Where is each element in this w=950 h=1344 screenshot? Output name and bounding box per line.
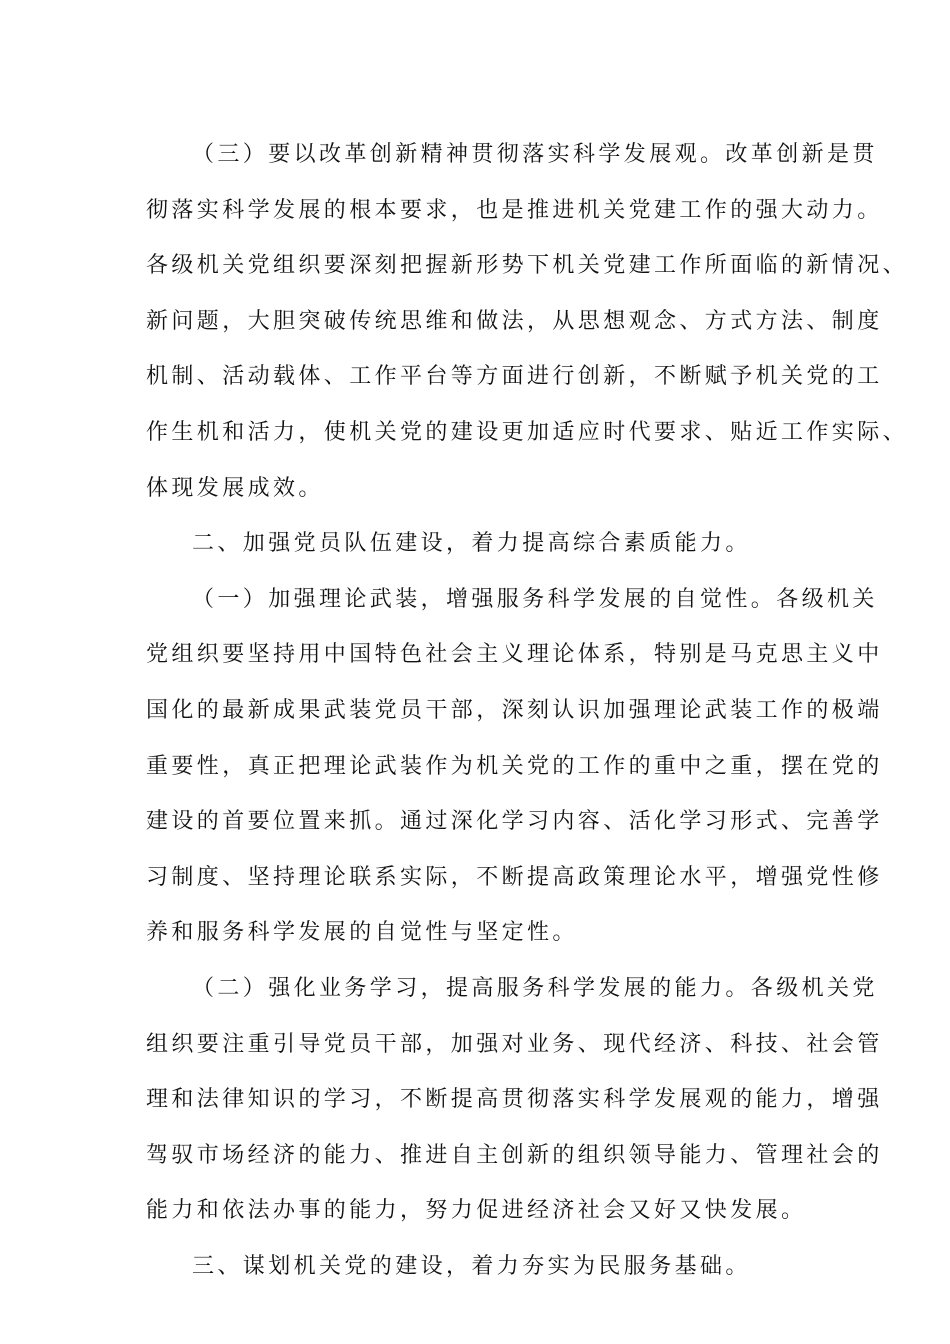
body-paragraph	[146, 972, 883, 1250]
text-line: 机制、活动载体、工作平台等方面进行创新，不断赋予机关党的工	[146, 364, 883, 390]
text-line: 能力和依法办事的能力，努力促进经济社会又好又快发展。	[146, 1198, 807, 1224]
text-line: 建设的首要位置来抓。通过深化学习内容、活化学习形式、完善学	[146, 809, 883, 835]
text-line: 重要性，真正把理论武装作为机关党的工作的重中之重，摆在党的	[146, 753, 883, 779]
text-line: 国化的最新成果武装党员干部，深刻认识加强理论武装工作的极端	[146, 697, 883, 723]
text-line: 党组织要坚持用中国特色社会主义理论体系，特别是马克思主义中	[146, 642, 883, 668]
text-line: 驾驭市场经济的能力、推进自主创新的组织领导能力、管理社会的	[146, 1142, 883, 1168]
text-line: 养和服务科学发展的自觉性与坚定性。	[146, 920, 578, 946]
text-line: 彻落实科学发展的根本要求，也是推进机关党建工作的强大动力。	[146, 197, 883, 223]
section-heading	[146, 527, 816, 583]
document-page	[146, 138, 909, 1305]
text-line: 二、加强党员队伍建设，着力提高综合素质能力。	[192, 531, 751, 557]
text-line: 三、谋划机关党的建设，着力夯实为民服务基础。	[192, 1253, 751, 1279]
text-line: 体现发展成效。	[146, 475, 324, 501]
text-line: （二）强化业务学习，提高服务科学发展的能力。各级机关党	[192, 975, 878, 1001]
text-line: 理和法律知识的学习，不断提高贯彻落实科学发展观的能力，增强	[146, 1087, 883, 1113]
text-line: 新问题，大胆突破传统思维和做法，从思想观念、方式方法、制度	[146, 308, 883, 334]
text-line: 习制度、坚持理论联系实际，不断提高政策理论水平，增强党性修	[146, 864, 883, 890]
text-line: 各级机关党组织要深刻把握新形势下机关党建工作所面临的新情况、	[146, 253, 909, 279]
text-line: （一）加强理论武装，增强服务科学发展的自觉性。各级机关	[192, 586, 878, 612]
section-heading	[146, 1250, 816, 1306]
text-line: 作生机和活力，使机关党的建设更加适应时代要求、贴近工作实际、	[146, 419, 909, 445]
text-line: （三）要以改革创新精神贯彻落实科学发展观。改革创新是贯	[192, 142, 878, 167]
body-paragraph	[146, 138, 909, 527]
body-paragraph	[146, 583, 883, 972]
text-line: 组织要注重引导党员干部，加强对业务、现代经济、科技、社会管	[146, 1031, 883, 1057]
